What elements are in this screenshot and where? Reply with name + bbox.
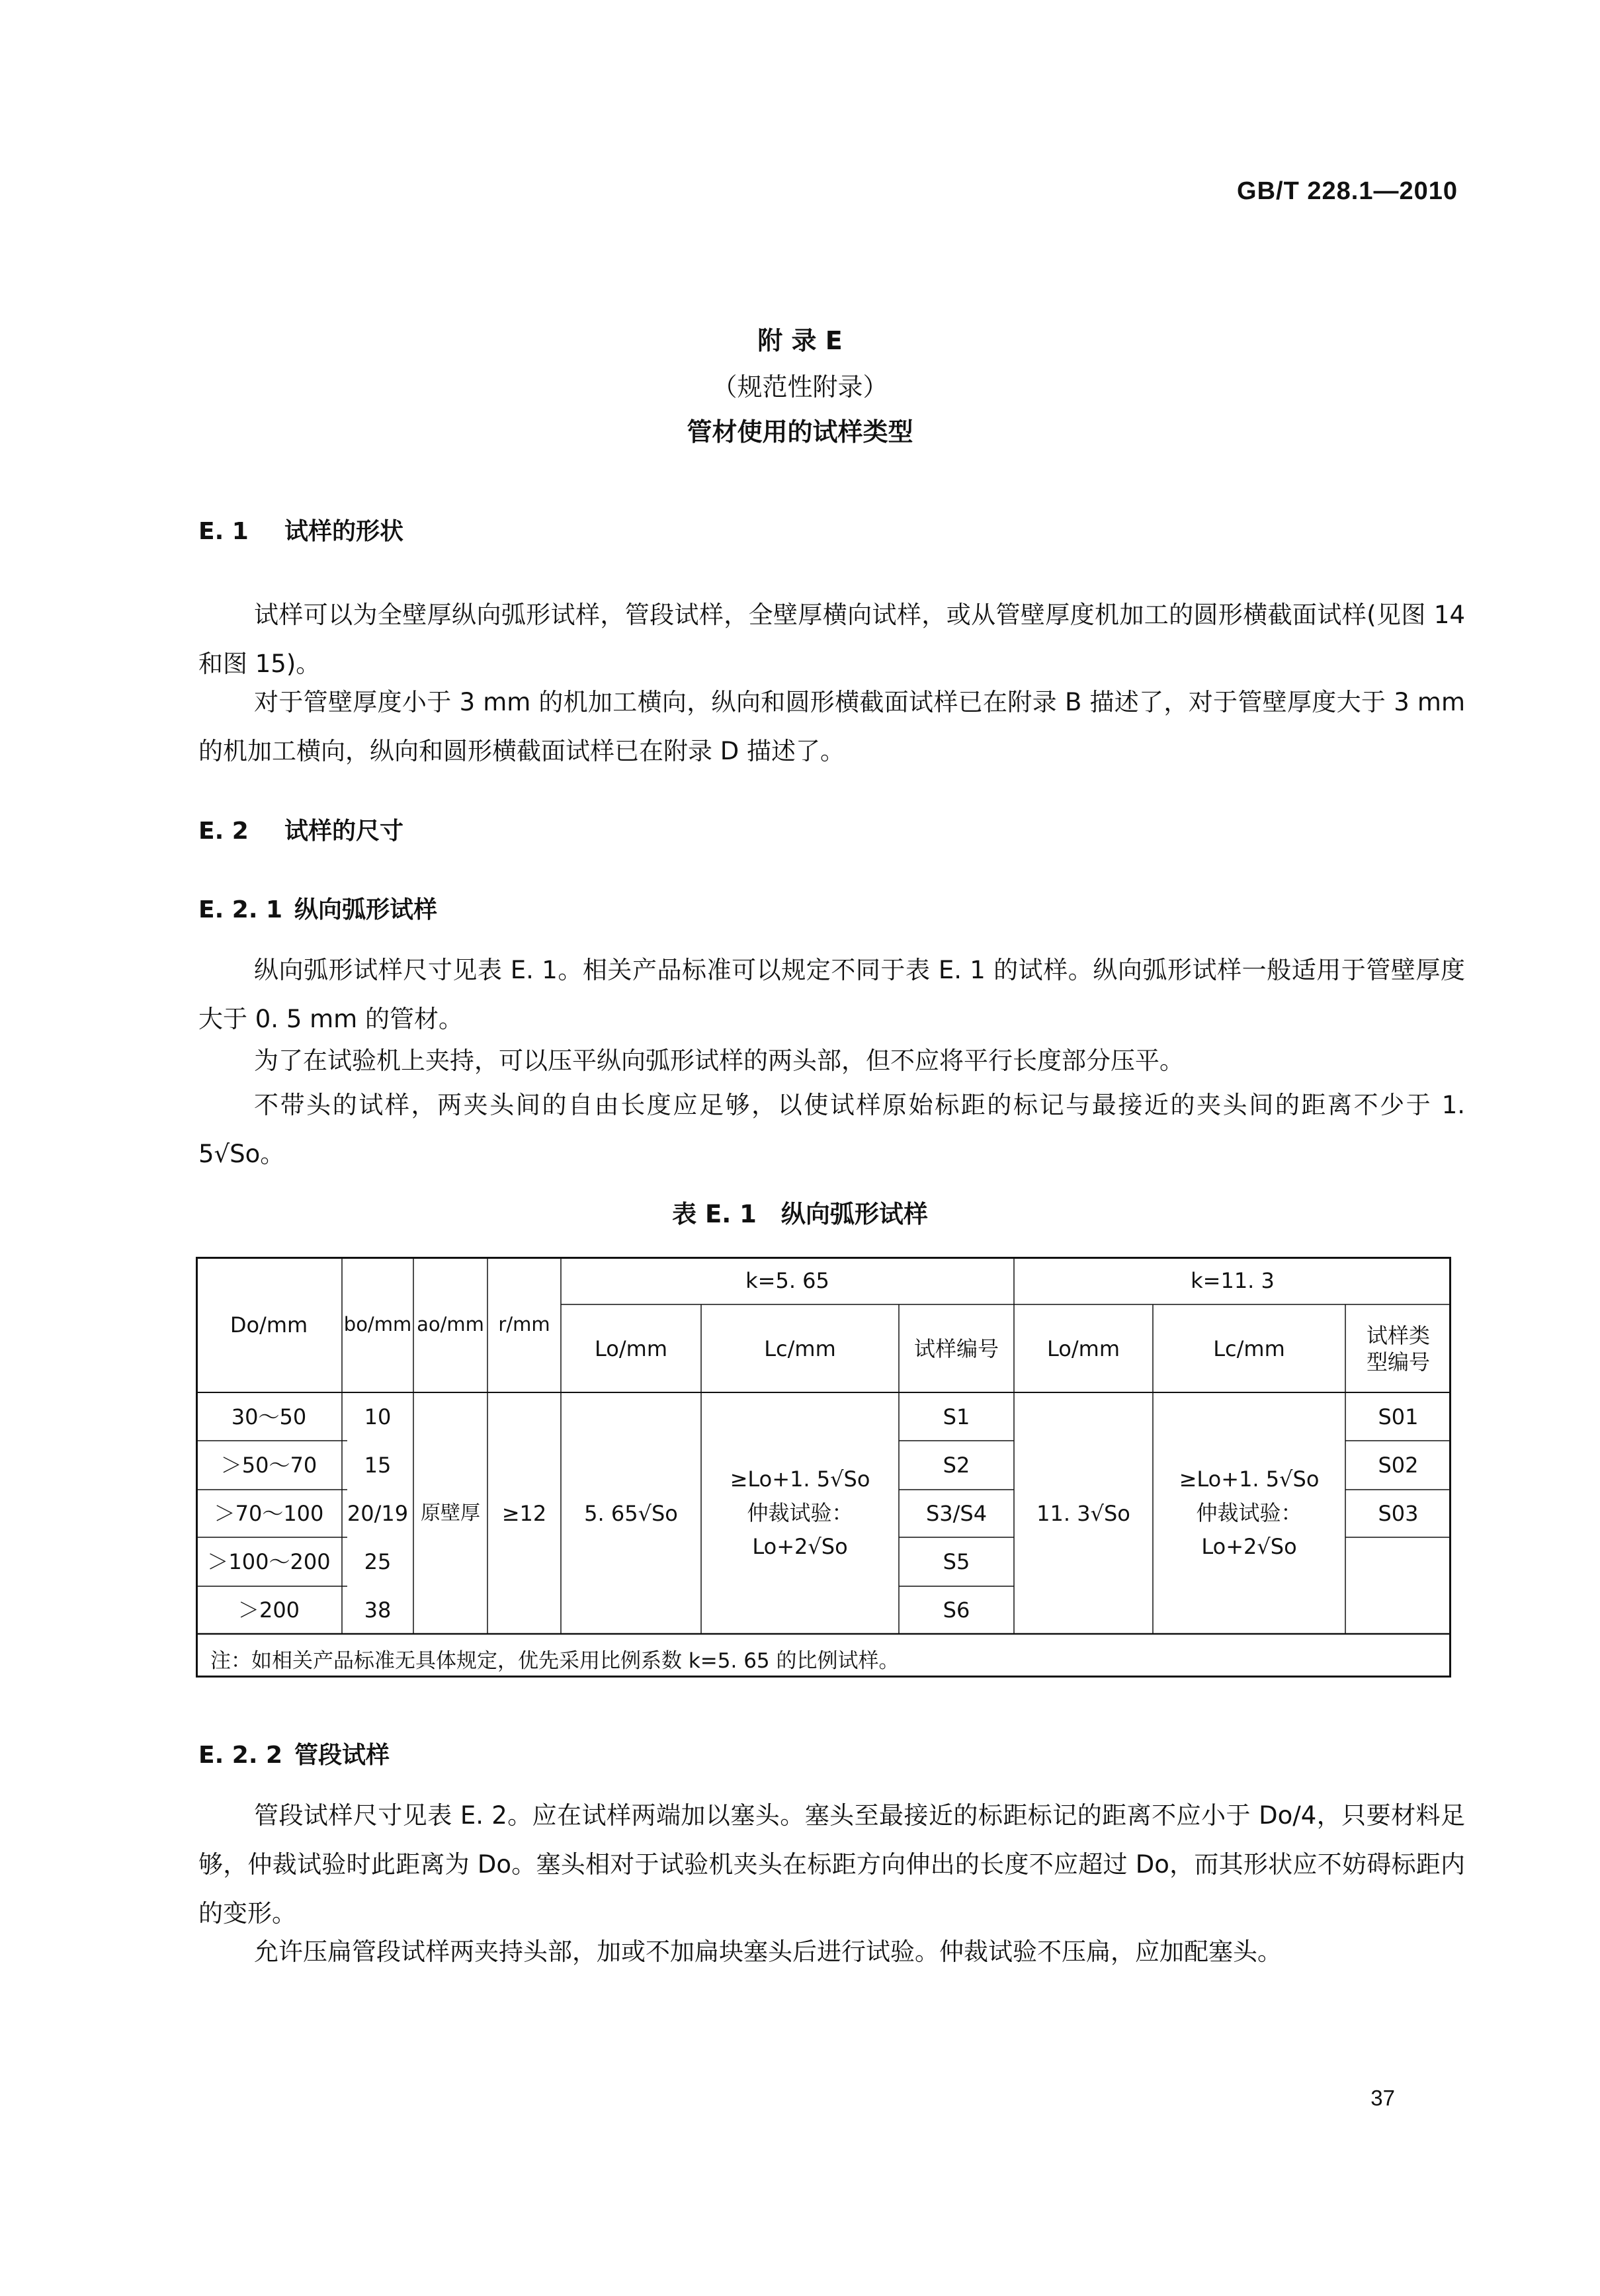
col-header-lo2: Lo/mm — [1047, 1336, 1120, 1361]
col-header-do: Do/mm — [230, 1312, 308, 1338]
cell-id1: S2 — [943, 1453, 970, 1478]
lc-formula: ≥Lo+1. 5√So — [730, 1466, 870, 1492]
section-number: E. 2. 2 — [198, 1742, 283, 1769]
col-header-lc2: Lc/mm — [1213, 1336, 1285, 1361]
col-header-r: r/mm — [498, 1313, 550, 1336]
cell-bo: 15 — [364, 1453, 392, 1478]
cell-id1: S1 — [943, 1404, 970, 1429]
section-number: E. 1 — [198, 518, 249, 545]
section-e2-heading — [198, 812, 403, 846]
appendix-type: （规范性附录） — [712, 372, 888, 402]
lc-arbitration-formula: Lo+2√So — [752, 1534, 848, 1560]
merged-lo2: 11. 3√So — [1036, 1500, 1130, 1526]
lc-arbitration-label: 仲裁试验： — [1196, 1500, 1302, 1525]
lc-formula: ≥Lo+1. 5√So — [1179, 1466, 1320, 1492]
cell-do: 30～50 — [231, 1404, 307, 1429]
paragraph: 允许压扁管段试样两夹持头部，加或不加扁块塞头后进行试验。仲裁试验不压扁，应加配塞头。 — [254, 1937, 1282, 1966]
section-title: 试样的形状 — [284, 518, 404, 545]
appendix-title: 管材使用的试样类型 — [687, 417, 913, 446]
header-line: 型编号 — [1366, 1349, 1430, 1375]
col-header-ao: ao/mm — [417, 1313, 484, 1336]
col-header-lc1: Lc/mm — [764, 1336, 836, 1361]
group-header-k113: k=11. 3 — [1191, 1268, 1275, 1293]
section-title: 试样的尺寸 — [284, 818, 404, 845]
appendix-label: 附 录 E — [757, 326, 843, 355]
cell-id2: S02 — [1378, 1453, 1419, 1478]
merged-r: ≥12 — [501, 1500, 547, 1526]
merged-lc2 — [1153, 1392, 1345, 1634]
section-number: E. 2. 1 — [198, 896, 283, 923]
col-header-bo: bo/mm — [343, 1313, 412, 1336]
merged-lo1: 5. 65√So — [584, 1500, 678, 1526]
section-e21-heading — [198, 891, 437, 925]
header-line: 试样类 — [1366, 1322, 1430, 1348]
cell-do: ＞50～70 — [220, 1453, 317, 1478]
cell-id2: S03 — [1378, 1501, 1419, 1526]
paragraph: 不带头的试样，两夹头间的自由长度应足够，以使试样原始标距的标记与最接近的夹头间的距离不少于 1. 5√So。 — [198, 1091, 1465, 1168]
cell-do: ＞100～200 — [207, 1549, 331, 1574]
cell-id1: S3/S4 — [925, 1501, 988, 1526]
paragraph: 对于管壁厚度小于 3 mm 的机加工横向，纵向和圆形横截面试样已在附录 B 描述了，对于管壁厚度大于 3 mm 的机加工横向，纵向和圆形横截面试样已在附录 D 描述了。 — [198, 688, 1465, 765]
table-note: 注：如相关产品标准无具体规定，优先采用比例系数 k=5. 65 的比例试样。 — [210, 1649, 900, 1673]
cell-bo: 25 — [364, 1549, 392, 1574]
section-e1-heading — [198, 513, 403, 546]
cell-id1: S6 — [943, 1597, 970, 1623]
cell-id1: S5 — [943, 1549, 970, 1574]
lc-arbitration-formula: Lo+2√So — [1201, 1534, 1297, 1560]
cell-do: ＞200 — [237, 1597, 300, 1623]
section-title: 纵向弧形试样 — [294, 896, 438, 923]
group-header-k565: k=5. 65 — [745, 1268, 829, 1293]
paragraph: 纵向弧形试样尺寸见表 E. 1。相关产品标准可以规定不同于表 E. 1 的试样。纵向弧形试样一般适用于管壁厚度大于 0. 5 mm 的管材。 — [198, 956, 1465, 1033]
cell-id2: S01 — [1378, 1404, 1419, 1429]
col-header-lo1: Lo/mm — [595, 1336, 667, 1361]
cell-bo: 38 — [364, 1597, 392, 1623]
cell-bo: 10 — [364, 1404, 392, 1429]
cell-bo: 20/19 — [347, 1501, 409, 1526]
table-caption: 表 E. 1 纵向弧形试样 — [672, 1200, 928, 1228]
section-number: E. 2 — [198, 818, 249, 845]
standard-code: GB/T 228.1—2010 — [1237, 177, 1458, 205]
paragraph: 试样可以为全壁厚纵向弧形试样，管段试样，全壁厚横向试样，或从管壁厚度机加工的圆形横截面试样(见图 14 和图 15)。 — [198, 601, 1465, 678]
cell-do: ＞70～100 — [214, 1501, 324, 1526]
col-header-id1: 试样编号 — [913, 1336, 999, 1361]
paragraph: 管段试样尺寸见表 E. 2。应在试样两端加以塞头。塞头至最接近的标距标记的距离不应小于 Do/4，只要材料足够，仲裁试验时此距离为 Do。塞头相对于试验机夹头在标距方向伸出的长度不应超过 Do，而其形状应不妨碍标距内的变形。 — [198, 1801, 1465, 1928]
merged-lc1 — [701, 1392, 899, 1634]
page-number: 37 — [1370, 2086, 1395, 2110]
section-e22-heading — [198, 1736, 390, 1770]
section-title: 管段试样 — [294, 1742, 390, 1769]
specimen-table — [196, 1257, 1451, 1678]
lc-arbitration-label: 仲裁试验： — [747, 1500, 853, 1525]
paragraph: 为了在试验机上夹持，可以压平纵向弧形试样的两头部，但不应将平行长度部分压平。 — [254, 1046, 1184, 1075]
merged-ao: 原壁厚 — [421, 1501, 480, 1525]
col-header-id2 — [1345, 1304, 1451, 1392]
